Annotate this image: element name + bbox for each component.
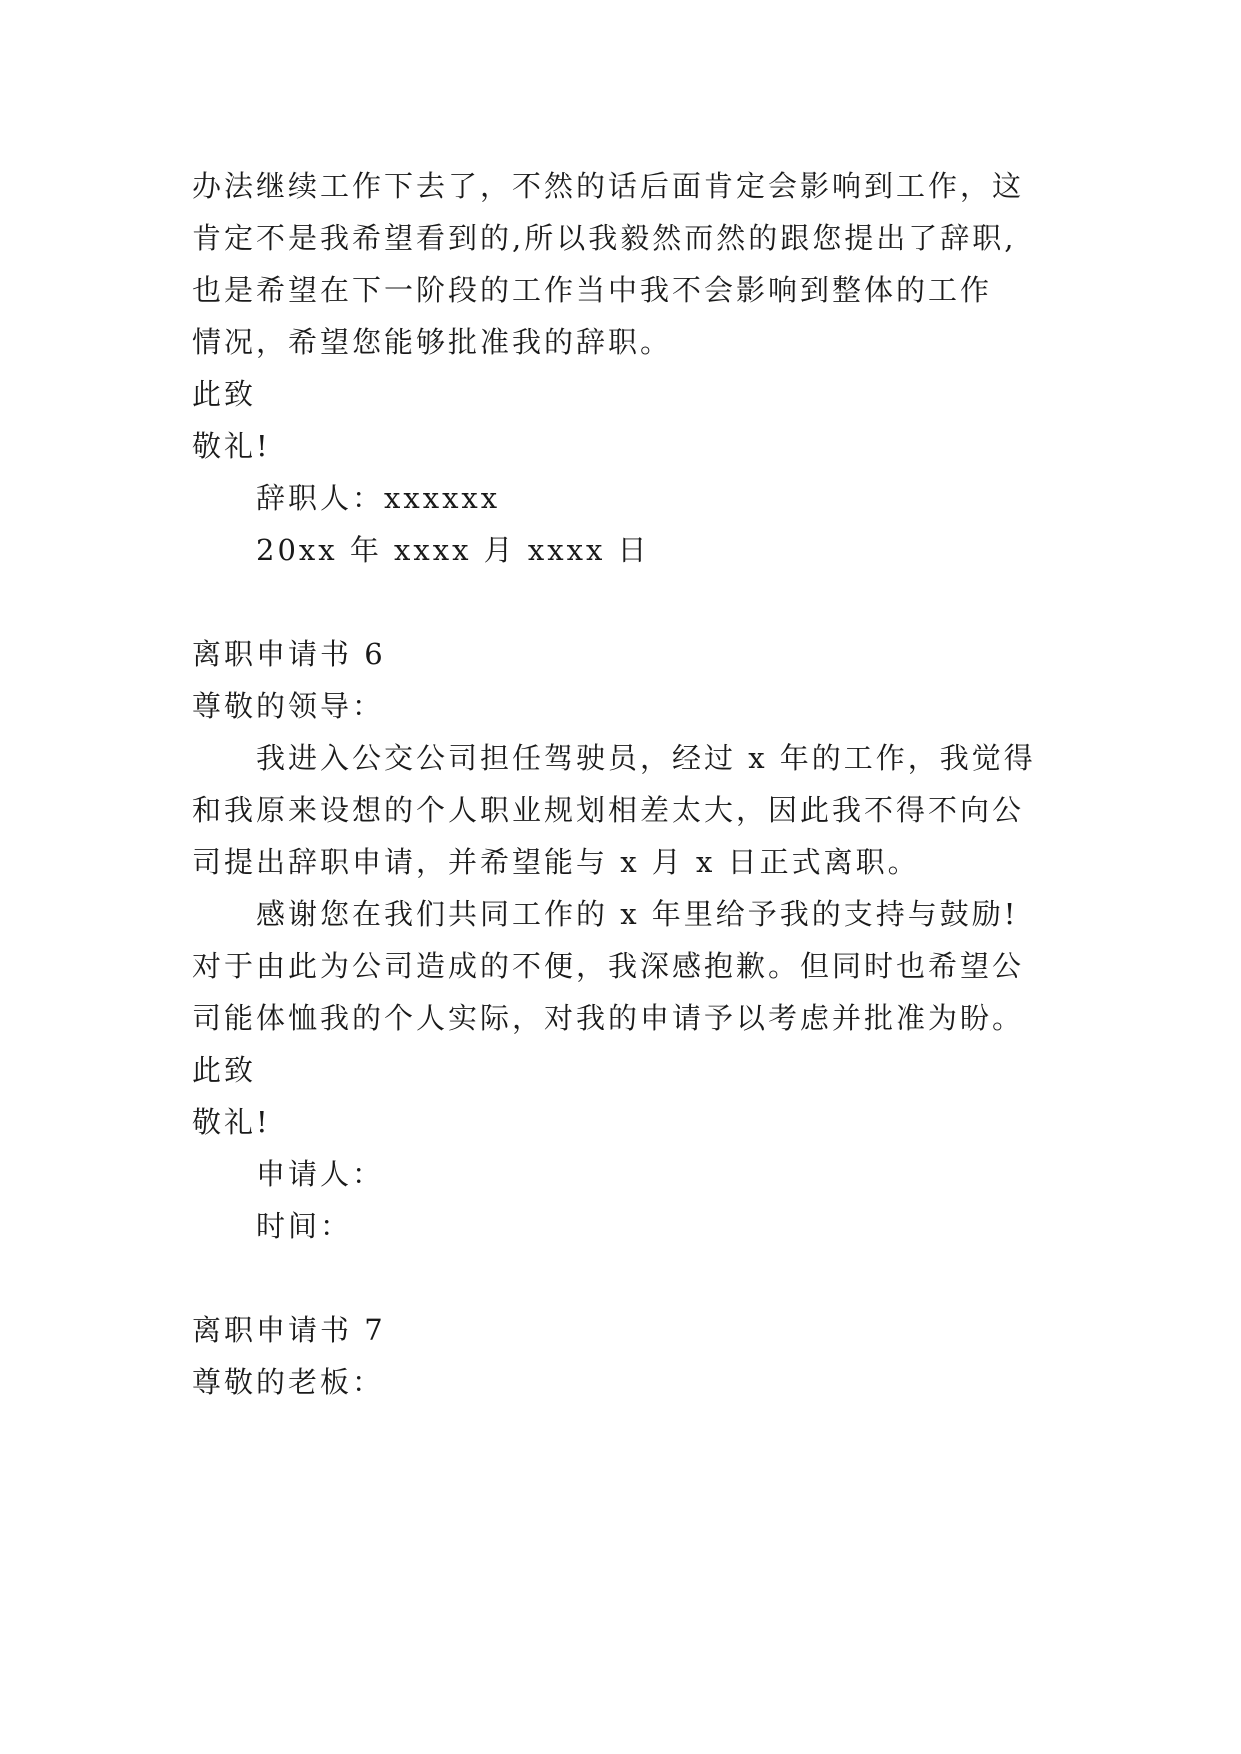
date-line: 20xx 年 xxxx 月 xxxx 日 [256, 533, 650, 567]
salutation: 尊敬的老板： [192, 1365, 385, 1399]
salutation: 尊敬的领导： [192, 689, 385, 723]
body-line: 情况，希望您能够批准我的辞职。 [192, 325, 673, 359]
applicant-line: 申请人： [256, 1157, 385, 1191]
letter-title: 离职申请书 6 [192, 637, 386, 671]
closing-line: 此致 [192, 377, 257, 411]
body-line: 司能体恤我的个人实际，对我的申请予以考虑并批准为盼。 [192, 1001, 1025, 1035]
letter-title: 离职申请书 7 [192, 1313, 386, 1347]
body-line: 感谢您在我们共同工作的 x 年里给予我的支持与鼓励! [256, 897, 1019, 931]
body-line: 肯定不是我希望看到的,所以我毅然而然的跟您提出了辞职, [192, 221, 1017, 255]
signer-line: 辞职人：xxxxxx [256, 481, 501, 515]
body-line: 也是希望在下一阶段的工作当中我不会影响到整体的工作 [192, 273, 993, 307]
body-line: 我进入公交公司担任驾驶员，经过 x 年的工作，我觉得 [256, 741, 1036, 775]
body-line: 司提出辞职申请，并希望能与 x 月 x 日正式离职。 [192, 845, 920, 879]
body-line: 办法继续工作下去了，不然的话后面肯定会影响到工作，这 [192, 169, 1025, 203]
closing-line: 敬礼! [192, 1105, 271, 1139]
body-line: 对于由此为公司造成的不便，我深感抱歉。但同时也希望公 [192, 949, 1025, 983]
closing-line: 敬礼! [192, 429, 271, 463]
body-line: 和我原来设想的个人职业规划相差太大，因此我不得不向公 [192, 793, 1025, 827]
closing-line: 此致 [192, 1053, 257, 1087]
time-line: 时间： [256, 1209, 353, 1243]
